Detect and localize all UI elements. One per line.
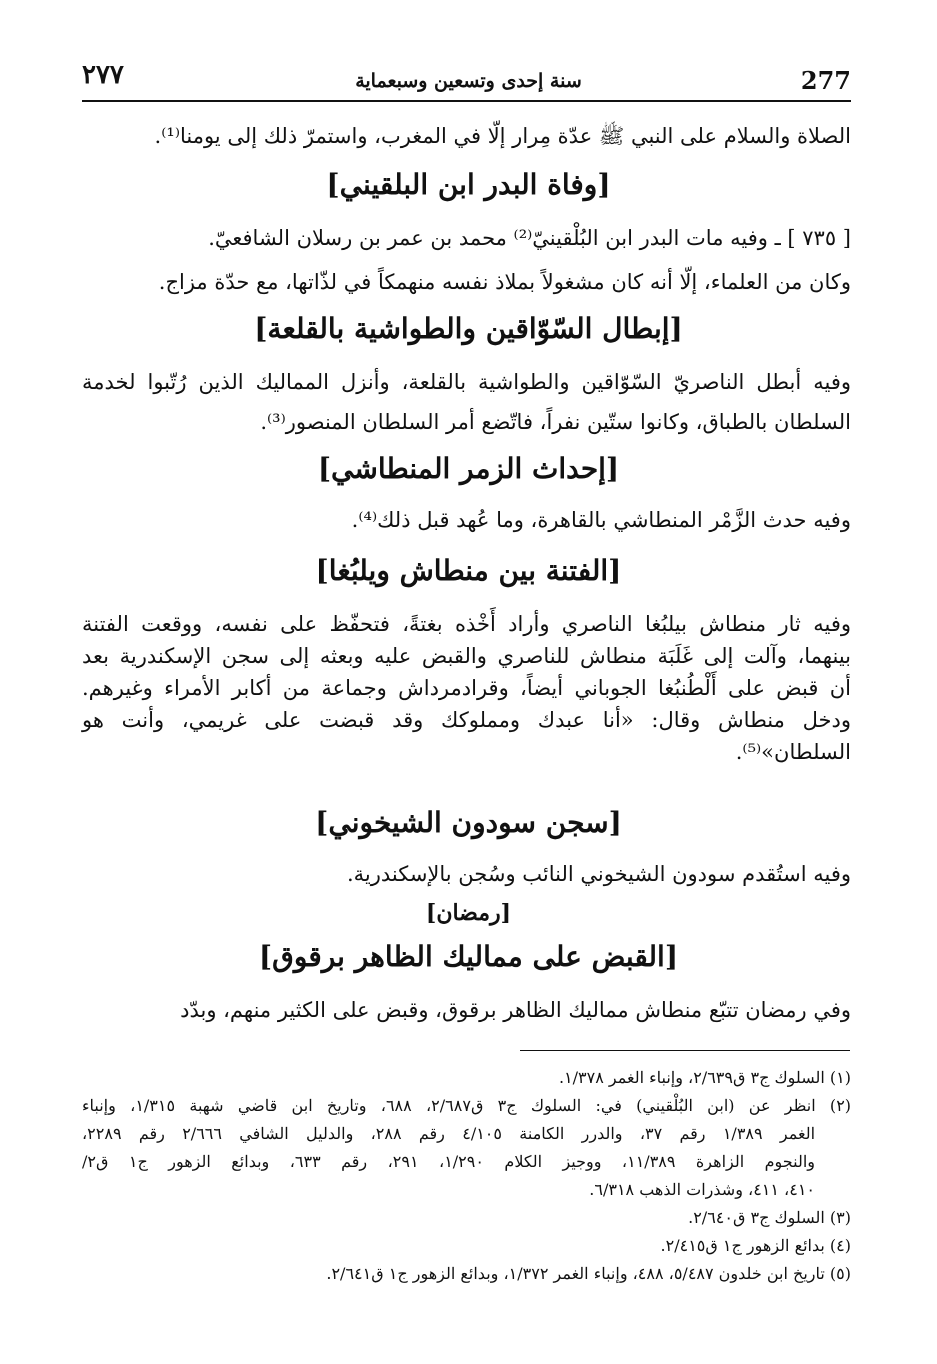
footnote-5: (٥) تاريخ ابن خلدون ٥/٤٨٧، ٤٨٨، وإنباء الغمر ١/٣٧٢، وبدائع الزهور ج١ ق٢/٦٤١. (326, 1264, 851, 1283)
footnote-rule (520, 1050, 850, 1051)
section-heading: [إبطال السّوّاقين والطواشية بالقلعة] (254, 312, 683, 345)
footnote-2-line: ٤١٠، ٤١١، وشذرات الذهب ٦/٣١٨. (589, 1180, 815, 1199)
footnote-2: (٢) انظر عن (ابن البُلْقيني) في: السلوك ج٣ ق٢/٦٨٧، ٦٨٨، وتاريخ ابن قاضي شهبة ١/٣١٥، وإنباء (82, 1096, 852, 1115)
paragraph (82, 366, 851, 438)
paragraph-continuation (82, 120, 851, 152)
footnote-4: (٤) بدائع الزهور ج١ ق٢/٤١٥. (660, 1236, 851, 1255)
footnote-2-line: الغمر ١/٣٨٩ رقم ٣٧، والدرر الكامنة ٤/١٠٥ رقم ٢٨٨، والدليل الشافي ٢/٦٦٦ رقم ٢٢٨٩، (82, 1124, 816, 1143)
paragraph-entry-735 (82, 222, 851, 298)
text-line: أن قبض على أَلْطُنبُغا الجوباني أيضاً، وقرادمرداش وجماعة من أكابر الأمراء وغيرهم. (82, 676, 851, 700)
section-heading: [إحداث الزمر المنطاشي] (317, 452, 620, 485)
page-number: 277 (800, 66, 851, 95)
text-line: السلطان»⁽⁵⁾. (735, 740, 851, 764)
running-header-title: سنة إحدى وتسعين وسبعماية (355, 70, 582, 92)
paragraph (82, 608, 851, 768)
paragraph (82, 858, 851, 890)
section-heading: [القبض على مماليك الظاهر برقوق] (258, 940, 679, 973)
page-number-arabic: ٢٧٧ (82, 60, 124, 90)
text-line: وفيه حدث الزَّمْر المنطاشي بالقاهرة، وما عُهد قبل ذلك⁽⁴⁾. (351, 508, 851, 532)
footnotes (82, 1064, 851, 1288)
header-rule (82, 100, 851, 102)
text-line: وفيه أبطل الناصريّ السّوّاقين والطواشية بالقلعة، وأنزل المماليك الذين رُتّبوا لخدمة (82, 370, 851, 394)
footnote-3: (٣) السلوك ج٣ ق٢/٦٤٠. (688, 1208, 851, 1227)
text-line: وفي رمضان تتبّع منطاش مماليك الظاهر برقوق، وقبض على الكثير منهم، وبدّد (180, 998, 851, 1022)
paragraph (82, 504, 851, 536)
footnote-2-line: والنجوم الزاهرة ١١/٣٨٩، ووجيز الكلام ١/٢٩٠، ٢٩١، رقم ٦٣٣، وبدائع الزهور ج١ ق٢/ (82, 1152, 816, 1171)
section-heading: [الفتنة بين منطاش ويلبُغا] (315, 554, 622, 587)
footnote-1: (١) السلوك ج٣ ق٢/٦٣٩، وإنباء الغمر ١/٣٧٨. (558, 1068, 851, 1087)
text-line: وفيه ثار منطاش بيلبُغا الناصري وأراد أَخْذه بغتةً، فتحفّظ على نفسه، ووقعت الفتنة (82, 612, 851, 636)
text-line: بينهما، وآلت إلى غَلَبَة منطاش للناصري والقبض عليه وبعثه إلى سجن الإسكندرية بعد (82, 644, 851, 668)
text-line: الصلاة والسلام على النبي ﷺ عدّة مِرار إلّا في المغرب، واستمرّ ذلك إلى يومنا⁽¹⁾. (154, 124, 851, 148)
text-line: ودخل منطاش وقال: «أنا عبدك ومملوكك وقد قبضت على غريمي، وأنت هو (82, 708, 851, 732)
section-heading: [سجن سودون الشيخوني] (315, 806, 622, 839)
month-heading: [رمضان] (425, 900, 512, 926)
text-line: السلطان بالطباق، وكانوا ستّين نفراً، فاتّضع أمر السلطان المنصور⁽³⁾. (260, 410, 851, 434)
text-line: [ ٧٣٥ ] ـ وفيه مات البدر ابن البُلْقينيّ⁽²⁾ محمد بن عمر بن رسلان الشافعيّ. (208, 226, 851, 250)
text-line: وفيه استُقدم سودون الشيخوني النائب وسُجن بالإسكندرية. (346, 862, 851, 886)
section-heading: [وفاة البدر ابن البلقيني] (326, 168, 611, 201)
paragraph (82, 994, 851, 1026)
text-line: وكان من العلماء، إلّا أنه كان مشغولاً بملاذ نفسه منهمكاً في لذّاتها، مع حدّة مزاج. (158, 270, 851, 294)
